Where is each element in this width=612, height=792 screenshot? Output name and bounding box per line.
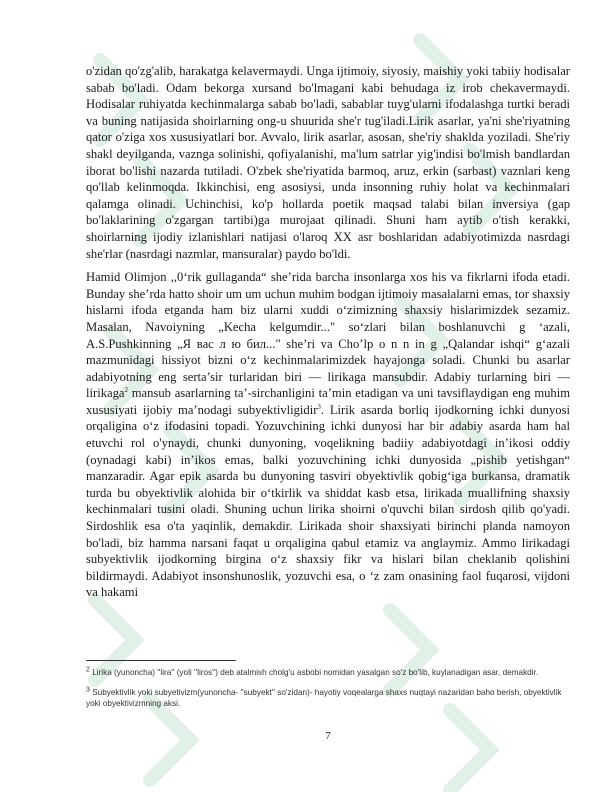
footnote-2: [86, 667, 570, 679]
footnote-number: 3: [86, 685, 90, 693]
paragraph-2-part-a: Hamid Olimjon ,,0‘rik gullaganda“ she’rida barcha insonlarga xos his va fikrlarni ifoda etadi. Bunday she’rda hatto shoir um um uchun muhim bodgan ijtimoiy masalalarni emas, tor shaxsiy hislarni ifoda etganda ham biz ularni xuddi o‘zimizning shaxsiy hislarimizdek sezamiz. Masalan, Navoiyning „Kecha kelgumdir..." so‘zlari bilan boshlanuvchi g ‘azali, A.S.Pushkinning „Я вас л ю бил..." she’ri va Cho’lp o n n in g „Qalandar ishqi“ g‘azali mazmunidagi hissiyot bizni o‘z kechinmalarimizdek hayajonga soladi. Chunki bu asarlar adabiyotning eng serta’sir turlaridan biri — lirikaga mansubdir. Adabiy turlarning biri — lirikaga: [86, 270, 570, 401]
page-number: 7: [325, 730, 331, 742]
footnote-text: Lirika (yunoncha) ''lira'' (yoli ''liros'') deb atalmish cholg'u asbobi nomidan yasalgan so'z bo'lib, kuylanadigan asar, demakdir.: [92, 668, 539, 677]
footnote-ref-2[interactable]: 2: [124, 386, 128, 395]
footnote-number: 2: [86, 666, 90, 674]
paragraph-2-part-b: mansub asarlarning ta’-sirchanligini ta’min etadigan va uni tavsiflaydigan eng muhim xususiyati ijobiy ma’nodagi subyektivligidir: [86, 386, 570, 417]
document-body: [86, 63, 570, 601]
footnote-3: [86, 687, 570, 710]
footnote-ref-3[interactable]: 3: [317, 402, 321, 411]
paragraph-2-part-c: . Lirik asarda borliq ijodkorning ichki dunyosi orqaligina o‘z ifodasini topadi. Yozuvchining ichki dunyosi har bir adabiy asarda ham hal etuvchi rol o'ynaydi, chunki dunyoning, voqelikning badiiy adabiyotdagi in’ikosi oddiy (oynadagi kabi) in’ikos emas, balki yozuvchining ichki dunyosida „pishib yetishgan“ manzaradir. Agar epik asarda bu dunyoning tasviri obyektivlik qobig‘iga burkansa, dramatik turda bu obyektivlik alohida bir o‘tkirlik va shiddat kasb etsa, lirikada muallifning shaxsiy kechinmalari tusini oladi. Shuning uchun lirika shoirni o'quvchi bilan sirdosh qilib qo'yadi. Sirdoshlik esa o'ta yaqinlik, demakdir. Lirikada shoir shaxsiyati birinchi planda namoyon bo'ladi, biz hamma narsani faqat u orqaligina qabul etamiz va anglaymiz. Ammo lirikadagi subyektivlik ijodkorning birgina o‘z shaxsiy fikr va hislari bilan cheklanib qolishini bildirmaydi. Adabiyot insonshunoslik, yozuvchi esa, o ‘z zam onasining faol fuqarosi, vijdoni va hakami: [86, 402, 570, 600]
footnote-text: Subyektivlik yoki subyetivizm(yunoncha- ''subyekt'' so'zidan)- hayotiy voqealarga shaxs nuqtayi nazaridan baho berish, obyektivlik yoki obyektivizmning aksi.: [86, 687, 562, 708]
paragraph-2: [86, 269, 570, 601]
paragraph-1: o'zidan qo'zg'alib, harakatga kelavermaydi. Unga ijtimoiy, siyosiy, maishiy yoki tabiiy hodisalar sabab bo'ladi. Odam bekorga xursand bo'lmagani kabi behudaga iz irob chekavermaydi. Hodisalar ruhiyatda kechinmalarga sabab bo'ladi, sabablar tuyg'ularni ifodalashga turtki beradi va buning natijasida shoirlarning ong-u shuurida she'r tug'iladi.Lirik asarlar, ya'ni she'riyatning qator o'ziga xos xususiyatlari bor. Avvalo, lirik asarlar, asosan, she'riy shaklda yoziladi. She'riy shakl deyilganda, vaznga solinishi, qofiyalanishi, ma'lum satrlar yig'indisi bo'lmish bandlardan iborat bo'lishi nazarda tutiladi. O'zbek she'riyatida barmoq, aruz, erkin (sarbast) vaznlari keng qo'llab kelinmoqda. Ikkinchisi, eng asosiysi, unda insonning ruhiy holat va kechinmalari qalamga olinadi. Uchinchisi, ko'p hollarda poetik maqsad talabi bilan inversiya (gap bo'laklarining o'zgargan tartibi)ga murojaat qilinadi. Shuni ham aytib o'tish kerakki, shoirlarning ijodiy izlanishlari natijasi o'laroq XX asr boshlaridan adabiyotimizda nasrdagi she'rlar (nasrdagi nazmlar, mansuralar) paydo bo'ldi.: [86, 64, 570, 261]
footnotes: [86, 660, 570, 718]
footnote-divider: [86, 660, 236, 661]
